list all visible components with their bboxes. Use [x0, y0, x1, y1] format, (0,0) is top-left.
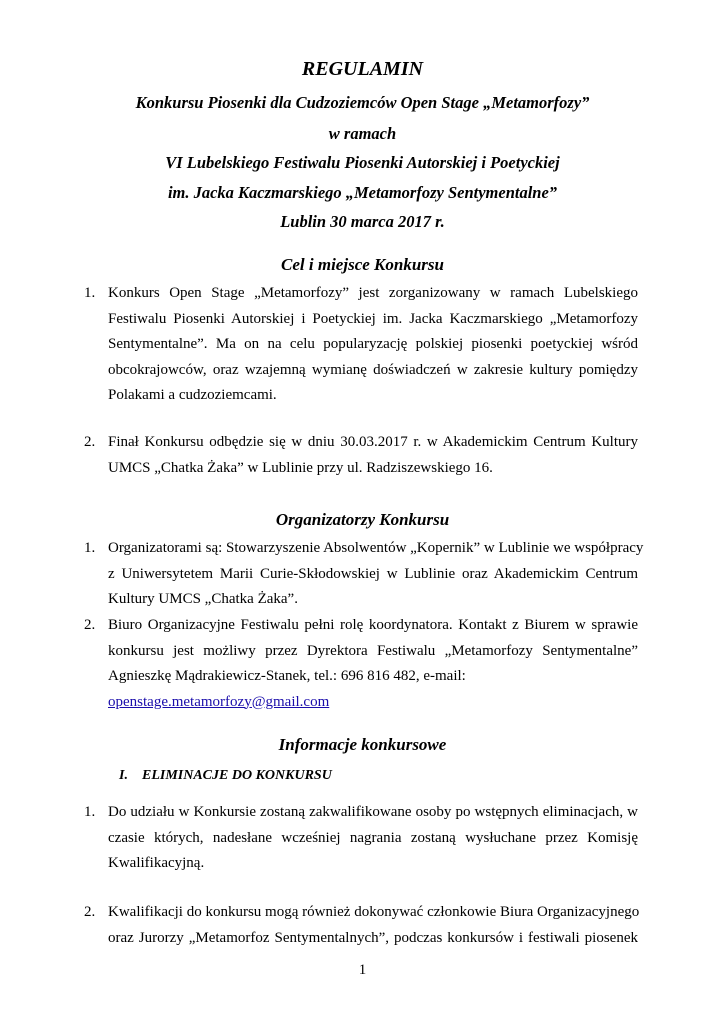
- subsection-heading: [119, 768, 332, 784]
- contact-line: [108, 664, 638, 690]
- text-line: Festiwalu Piosenki Autorskiej i Poetyckiej im. Jacka Kaczmarskiego „Metamorfozy: [108, 310, 638, 327]
- section-heading-organizatorzy: Organizatorzy Konkursu: [275, 510, 450, 529]
- subsection-number: I.: [119, 768, 128, 783]
- title-line-2: Konkursu Piosenki dla Cudzoziemców Open Stage „Metamorfozy”: [135, 93, 590, 112]
- text-line: konkursu jest możliwy przez Dyrektora Festiwalu „Metamorfozy Sentymentalne”: [108, 642, 638, 659]
- email-link[interactable]: openstage.metamorfozy@gmail.com: [108, 693, 330, 710]
- title-line-5: im. Jacka Kaczmarskiego „Metamorfozy Sentymentalne”: [167, 183, 558, 202]
- subsection-title: ELIMINACJE DO KONKURSU: [142, 768, 332, 783]
- text-line: Polakami a cudzoziemcami.: [108, 387, 277, 403]
- list-number: 2.: [84, 617, 96, 633]
- list-number: 1.: [84, 804, 96, 820]
- section-heading-informacje: Informacje konkursowe: [278, 735, 447, 754]
- title-line-6: Lublin 30 marca 2017 r.: [280, 212, 445, 231]
- text-line: czasie których, nadesłane wcześniej nagrania zostaną wysłuchane przez Komisję: [108, 829, 638, 846]
- phone-number: 696 816 482,: [340, 668, 420, 684]
- text-line: obcokrajowców, oraz wzajemną wymianę doświadczeń w zakresie kultury pomiędzy: [108, 361, 638, 378]
- text-line: Organizatorami są: Stowarzyszenie Absolwentów „Kopernik” w Lublinie we współpracy: [108, 540, 644, 556]
- list-number: 2.: [84, 434, 96, 450]
- email-label: e-mail:: [423, 668, 466, 684]
- text-line: Kwalifikacyjną.: [108, 855, 205, 871]
- text-line: UMCS „Chatka Żaka” w Lublinie przy ul. Radziszewskiego 16.: [108, 459, 493, 476]
- text-line: z Uniwersytetem Marii Curie-Skłodowskiej w Lublinie oraz Akademickim Centrum: [108, 565, 638, 582]
- text-line: Kultury UMCS „Chatka Żaka”.: [108, 591, 298, 607]
- text-line: Sentymentalne”. Ma on na celu popularyzację polskiej piosenki poetyckiej wśród: [108, 336, 638, 352]
- paragraph-cel-2: [108, 430, 638, 481]
- title-line-4: VI Lubelskiego Festiwalu Piosenki Autorskiej i Poetyckiej: [165, 153, 560, 172]
- paragraph-org-1: [108, 536, 644, 613]
- paragraph-info-2: [108, 900, 638, 951]
- section-heading-cel: Cel i miejsce Konkursu: [281, 255, 444, 274]
- text-line: oraz Jurorzy „Metamorfoz Sentymentalnych”, podczas konkursów i festiwali piosenek: [108, 929, 638, 946]
- list-number: 1.: [84, 285, 96, 301]
- text-line: Finał Konkursu odbędzie się w dniu 30.03.2017 r. w Akademickim Centrum Kultury: [108, 434, 638, 450]
- list-number: 2.: [84, 904, 96, 920]
- text-line: Biuro Organizacyjne Festiwalu pełni rolę koordynatora. Kontakt z Biurem w sprawie: [108, 617, 638, 633]
- paragraph-org-2: [108, 613, 638, 715]
- paragraph-cel-1: [108, 281, 638, 409]
- document-title: REGULAMIN: [301, 58, 424, 80]
- text-line: Kwalifikacji do konkursu mogą również dokonywać członkowie Biura Organizacyjnego: [108, 904, 640, 920]
- tel-label: tel.:: [314, 668, 338, 684]
- email-line: [108, 690, 638, 716]
- list-number: 1.: [84, 540, 96, 556]
- text-line: Konkurs Open Stage „Metamorfozy” jest zorganizowany w ramach Lubelskiego: [108, 285, 638, 301]
- title-line-3: w ramach: [328, 124, 397, 143]
- paragraph-info-1: [108, 800, 638, 877]
- page-number: 1: [358, 962, 367, 978]
- contact-name: Agnieszkę Mądrakiewicz-Stanek,: [108, 668, 311, 684]
- text-line: Do udziału w Konkursie zostaną zakwalifikowane osoby po wstępnych eliminacjach, w: [108, 804, 638, 820]
